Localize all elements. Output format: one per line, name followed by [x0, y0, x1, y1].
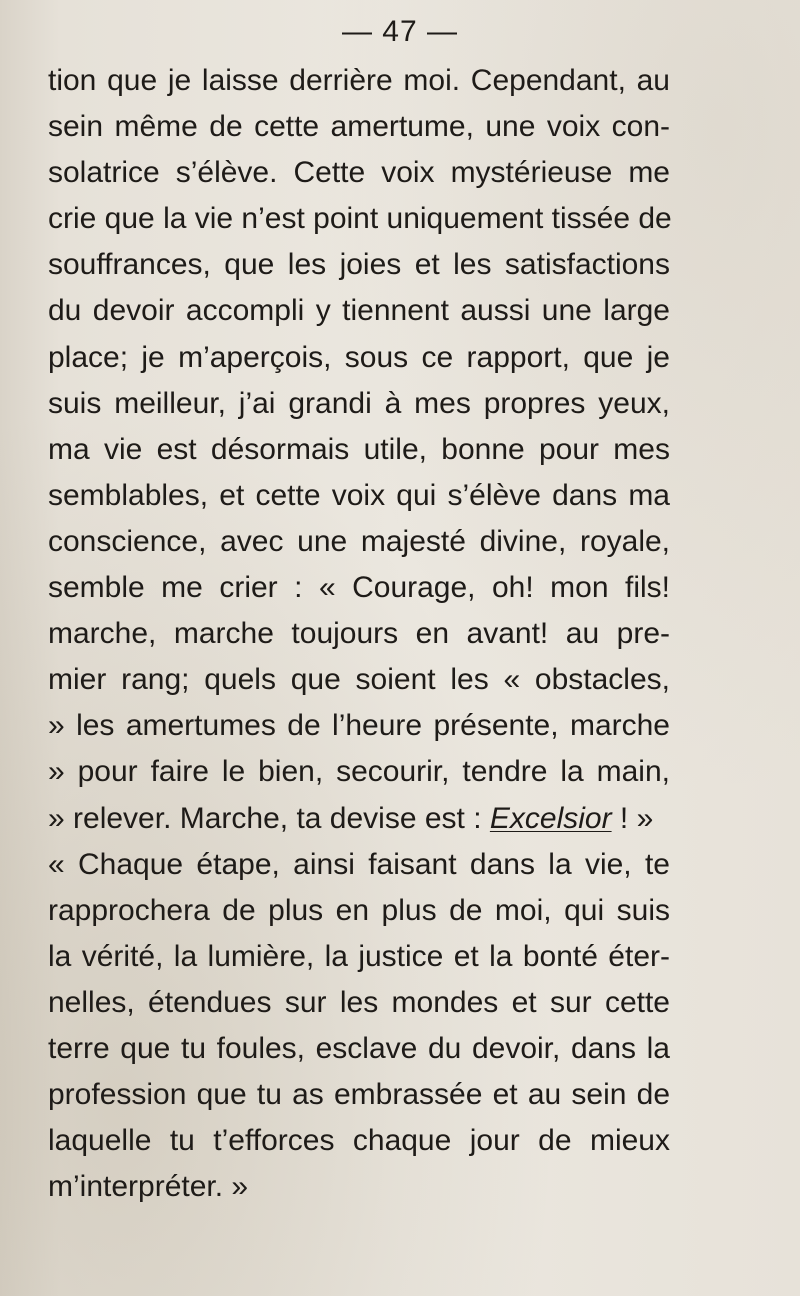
text-line: sein même de cette amertume, une voix con-: [48, 110, 670, 144]
text-line: semblables, et cette voix qui s’élève dans ma: [48, 478, 670, 512]
text-line: laquelle tu t’efforces chaque jour de mieux: [48, 1124, 670, 1158]
text-line-motto: [48, 796, 670, 842]
text-line: terre que tu foules, esclave du devoir, dans la: [48, 1031, 670, 1065]
text-line: profession que tu as embrassée et au sein de: [48, 1078, 670, 1112]
motto-lead: » relever. Marche, ta devise est :: [48, 801, 482, 835]
text-line: du devoir accompli y tiennent aussi une large: [48, 294, 670, 328]
text-line: mier rang; quels que soient les « obstacles,: [48, 663, 670, 697]
text-line: m’interpréter. »: [48, 1170, 249, 1204]
text-line: souffrances, que les joies et les satisfactions: [48, 248, 670, 282]
text-line: marche, marche toujours en avant! au pre-: [48, 617, 670, 651]
text-line: solatrice s’élève. Cette voix mystérieuse me: [48, 156, 670, 190]
body-text: [48, 58, 670, 1210]
text-line: ma vie est désormais utile, bonne pour mes: [48, 432, 670, 466]
page-number: — 47 —: [341, 15, 459, 48]
motto-end: ! »: [611, 801, 654, 835]
text-line: nelles, étendues sur les mondes et sur cette: [48, 985, 670, 1019]
motto-word: Excelsior: [489, 801, 612, 835]
text-line: » pour faire le bien, secourir, tendre la main,: [48, 755, 670, 789]
text-line: « Chaque étape, ainsi faisant dans la vie, te: [48, 847, 670, 881]
text-line: rapprochera de plus en plus de moi, qui suis: [48, 893, 670, 927]
text-line: suis meilleur, j’ai grandi à mes propres yeux,: [48, 386, 670, 420]
text-line: crie que la vie n’est point uniquement tissée de: [48, 202, 672, 236]
text-line: la vérité, la lumière, la justice et la bonté éter-: [48, 939, 670, 973]
text-line: semble me crier : « Courage, oh! mon fils!: [48, 571, 670, 605]
text-line: place; je m’aperçois, sous ce rapport, que je: [48, 340, 670, 374]
text-line: tion que je laisse derrière moi. Cependant, au: [48, 64, 670, 97]
text-line: » les amertumes de l’heure présente, marche: [48, 709, 670, 743]
text-line: conscience, avec une majesté divine, royale,: [48, 524, 670, 558]
